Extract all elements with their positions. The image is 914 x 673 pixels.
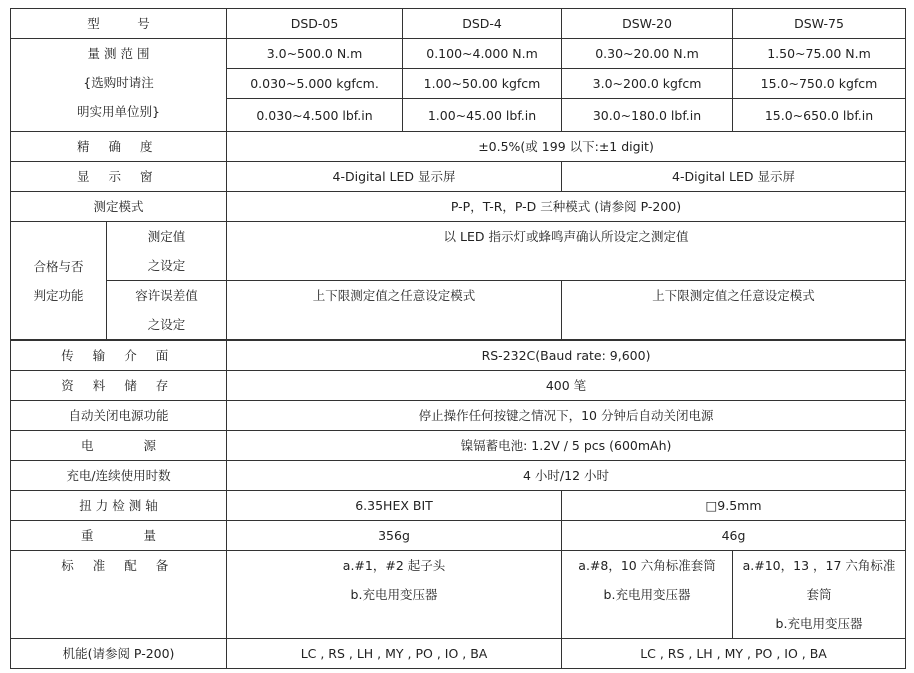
judge-label: [11, 222, 107, 341]
judge-set-label-line: 测定值: [147, 229, 186, 244]
accessory-item: a.#10，13 ，17 六角标准: [742, 558, 896, 573]
accessories-col3: [733, 551, 906, 639]
accessory-item: a.#8，10 六角标准套筒: [578, 558, 716, 573]
power-label: 电 源: [11, 431, 227, 461]
range-cell: 3.0~500.0 N.m: [227, 39, 403, 69]
range-label-line: 量 测 范 围: [87, 46, 150, 61]
charge-label: 充电/连续使用时数: [11, 461, 227, 491]
display-value-right: 4-Digital LED 显示屏: [562, 162, 906, 192]
shaft-value-right: □9.5mm: [562, 491, 906, 521]
power-value: 镍镉蓄电池: 1.2V / 5 pcs (600mAh): [227, 431, 906, 461]
range-cell: 15.0~650.0 lbf.in: [733, 99, 906, 132]
range-cell: 3.0~200.0 kgfcm: [562, 69, 733, 99]
weight-row: [11, 521, 906, 551]
power-row: [11, 431, 906, 461]
weight-label: 重 量: [11, 521, 227, 551]
weight-value-left: 356g: [227, 521, 562, 551]
model-dsd-05: DSD-05: [227, 9, 403, 39]
memory-value: 400 笔: [227, 371, 906, 401]
interface-value: RS-232C(Baud rate: 9,600): [227, 340, 906, 371]
display-label: 显 示 窗: [11, 162, 227, 192]
range-cell: 30.0~180.0 lbf.in: [562, 99, 733, 132]
model-dsw-20: DSW-20: [562, 9, 733, 39]
range-cell: 0.030~4.500 lbf.in: [227, 99, 403, 132]
interface-label: 传 输 介 面: [11, 340, 227, 371]
shaft-value-left: 6.35HEX BIT: [227, 491, 562, 521]
accessory-item: 套筒: [806, 587, 832, 602]
weight-value-right: 46g: [562, 521, 906, 551]
mode-row: [11, 192, 906, 222]
autooff-label: 自动关闭电源功能: [11, 401, 227, 431]
accuracy-row: [11, 132, 906, 162]
header-row: [11, 9, 906, 39]
judge-set-label: [107, 222, 227, 281]
range-cell: 0.100~4.000 N.m: [403, 39, 562, 69]
judge-tol-label-line: 之设定: [147, 317, 186, 332]
model-dsw-75: DSW-75: [733, 9, 906, 39]
functions-value-left: LC , RS , LH , MY , PO , IO , BA: [227, 639, 562, 669]
shaft-row: [11, 491, 906, 521]
accessory-item: b.充电用变压器: [603, 587, 691, 602]
judge-set-label-line: 之设定: [147, 258, 186, 273]
display-value-left: 4-Digital LED 显示屏: [227, 162, 562, 192]
memory-row: [11, 371, 906, 401]
range-cell: 0.030~5.000 kgfcm.: [227, 69, 403, 99]
functions-row: [11, 639, 906, 669]
range-label-line: 明实用单位别}: [77, 104, 160, 119]
spec-table: [10, 8, 906, 669]
accuracy-label: 精 确 度: [11, 132, 227, 162]
accuracy-value: ±0.5%(或 199 以下:±1 digit): [227, 132, 906, 162]
range-cell: 1.50~75.00 N.m: [733, 39, 906, 69]
model-label: 型 号: [11, 9, 227, 39]
range-label: [11, 39, 227, 132]
range-row-nm: [11, 39, 906, 69]
judge-tol-value-right: 上下限测定值之任意设定模式: [562, 281, 906, 341]
range-cell: 1.00~50.00 kgfcm: [403, 69, 562, 99]
judge-set-value: 以 LED 指示灯或蜂鸣声确认所设定之测定值: [227, 222, 906, 281]
accessory-item: a.#1，#2 起子头: [342, 558, 446, 573]
accessories-label: 标 准 配 备: [11, 551, 227, 639]
functions-value-right: LC , RS , LH , MY , PO , IO , BA: [562, 639, 906, 669]
range-cell: 0.30~20.00 N.m: [562, 39, 733, 69]
range-label-line: {选购时请注: [83, 75, 154, 90]
judge-label-line: 合格与否: [33, 258, 84, 274]
autooff-value: 停止操作任何按键之情况下，10 分钟后自动关闭电源: [227, 401, 906, 431]
mode-label: 测定模式: [11, 192, 227, 222]
judge-set-row: [11, 222, 906, 281]
accessories-row: [11, 551, 906, 639]
charge-row: [11, 461, 906, 491]
range-cell: 1.00~45.00 lbf.in: [403, 99, 562, 132]
judge-tol-row: [11, 281, 906, 341]
model-dsd-4: DSD-4: [403, 9, 562, 39]
accessories-col1: [227, 551, 562, 639]
autooff-row: [11, 401, 906, 431]
functions-label: 机能(请参阅 P-200): [11, 639, 227, 669]
interface-row: [11, 340, 906, 371]
judge-tol-label: [107, 281, 227, 341]
accessory-item: b.充电用变压器: [775, 616, 863, 631]
judge-tol-label-line: 容许误差值: [135, 288, 198, 303]
charge-value: 4 小时/12 小时: [227, 461, 906, 491]
accessories-col2: [562, 551, 733, 639]
judge-tol-value-left: 上下限测定值之任意设定模式: [227, 281, 562, 341]
range-cell: 15.0~750.0 kgfcm: [733, 69, 906, 99]
accessory-item: b.充电用变压器: [350, 587, 438, 602]
mode-value: P-P，T-R，P-D 三种模式 (请参阅 P-200): [227, 192, 906, 222]
display-row: [11, 162, 906, 192]
judge-label-line: 判定功能: [33, 287, 84, 303]
memory-label: 资 料 储 存: [11, 371, 227, 401]
shaft-label: 扭 力 检 测 轴: [11, 491, 227, 521]
